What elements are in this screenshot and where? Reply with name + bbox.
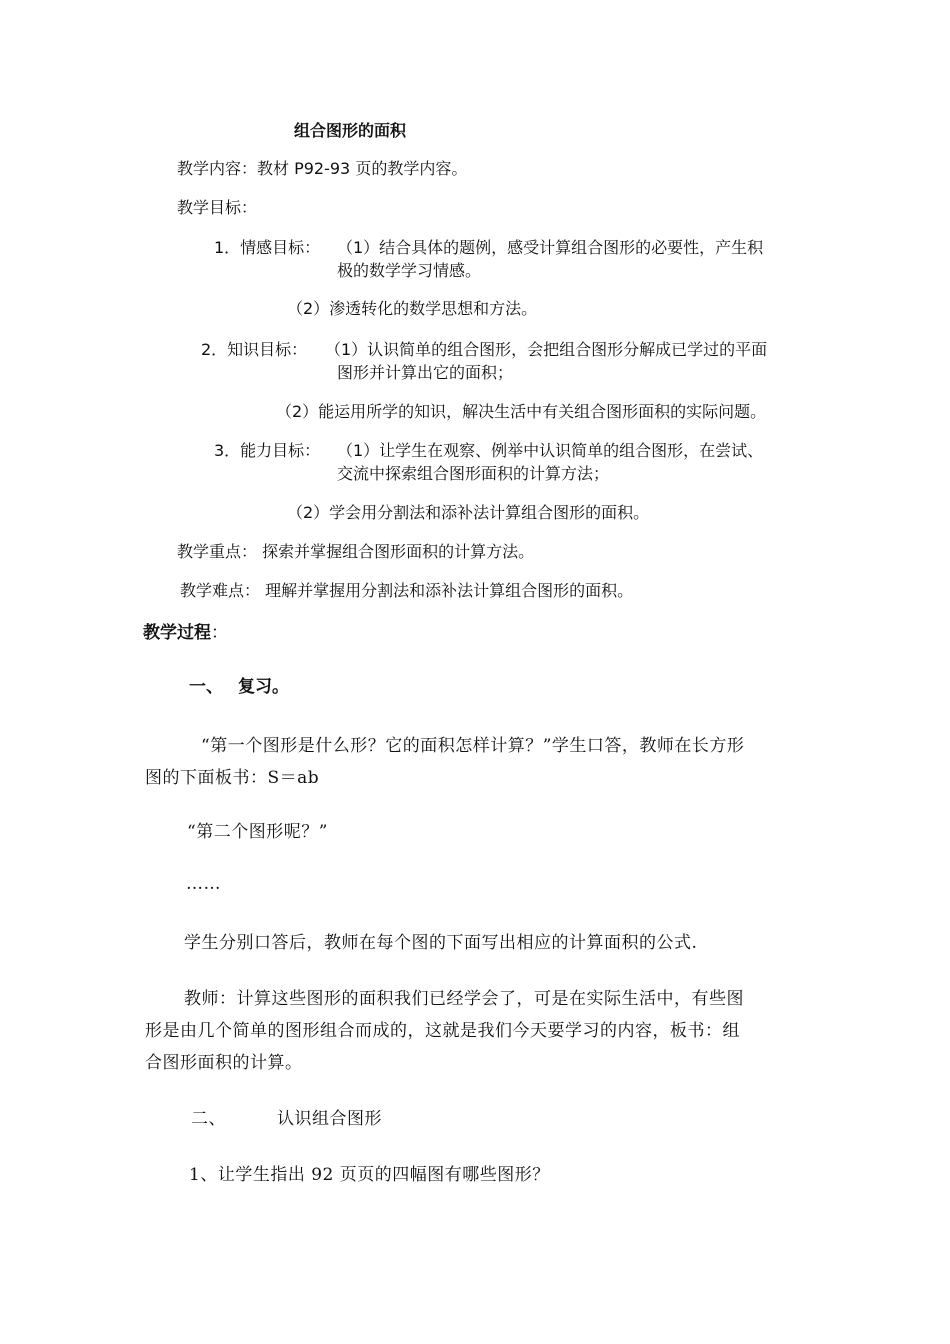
teacher-paragraph-line-1: 教师：计算这些图形的面积我们已经学会了，可是在实际生活中，有些图: [184, 989, 744, 1009]
objective-1-label: 1．情感目标：: [214, 238, 321, 257]
teacher-paragraph-line-3: 合图形面积的计算。: [145, 1053, 303, 1073]
review-ellipsis: ……: [186, 874, 221, 894]
teaching-content: 教学内容：教材 P92-93 页的教学内容。: [177, 159, 468, 178]
section-1-number: 一、: [189, 677, 223, 697]
review-paragraph-1-line-1: “第一个图形是什么形？它的面积怎样计算？”学生口答，教师在长方形: [201, 736, 745, 756]
review-paragraph-2: “第二个图形呢？”: [187, 822, 328, 842]
difficult-point: 教学难点： 理解并掌握用分割法和添补法计算组合图形的面积。: [180, 581, 634, 600]
objective-1-point-1-line-1: （1）结合具体的题例，感受计算组合图形的必要性，产生积: [337, 238, 764, 257]
section-1-title: 复习。: [238, 677, 289, 697]
objective-2-point-2: （2）能运用所学的知识，解决生活中有关组合图形面积的实际问题。: [276, 402, 767, 421]
objective-3-point-1-line-2: 交流中探索组合图形面积的计算方法；: [337, 464, 610, 483]
objective-1-point-2: （2）渗透转化的数学思想和方法。: [287, 299, 538, 318]
objective-3-point-2: （2）学会用分割法和添补法计算组合图形的面积。: [287, 503, 650, 522]
teacher-paragraph-line-2: 形是由几个简单的图形组合而成的，这就是我们今天要学习的内容，板书：组: [145, 1021, 740, 1041]
section-2-number: 二、: [191, 1109, 226, 1129]
process-colon: ：: [211, 623, 228, 643]
objective-3-label: 3．能力目标：: [214, 441, 321, 460]
review-paragraph-3: 学生分别口答后，教师在每个图的下面写出相应的计算面积的公式.: [184, 933, 698, 953]
document-title: 组合图形的面积: [294, 121, 407, 140]
objective-1-point-1-line-2: 极的数学学习情感。: [337, 261, 482, 280]
key-point: 教学重点： 探索并掌握组合图形面积的计算方法。: [177, 542, 535, 561]
process-label: 教学过程: [143, 623, 211, 643]
section-2-title: 认识组合图形: [277, 1109, 382, 1129]
objective-2-label: 2．知识目标：: [201, 340, 308, 359]
section-2-item-1: 1、让学生指出 92 页页的四幅图有哪些图形？: [189, 1165, 550, 1185]
objective-2-point-1-line-1: （1）认识简单的组合图形，会把组合图形分解成已学过的平面: [325, 340, 768, 359]
review-paragraph-1-line-2: 图的下面板书：S＝ab: [145, 768, 320, 788]
objective-3-point-1-line-1: （1）让学生在观察、例举中认识简单的组合图形，在尝试、: [337, 441, 764, 460]
objective-2-point-1-line-2: 图形并计算出它的面积；: [337, 363, 514, 382]
process-heading: [143, 618, 228, 643]
objectives-label: 教学目标：: [177, 198, 258, 217]
